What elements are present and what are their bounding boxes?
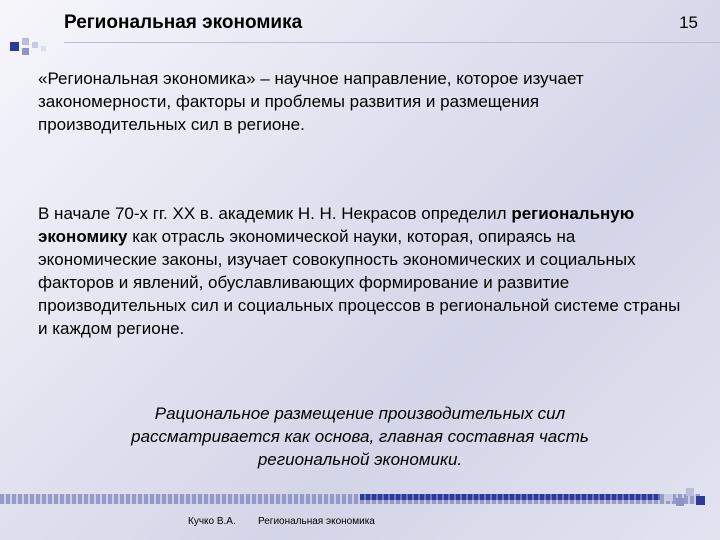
title-rule xyxy=(64,42,720,43)
paragraph-history-start: В начале 70-х гг. XX в. академик Н. Н. Некрасов определил xyxy=(38,204,512,223)
italic-conclusion xyxy=(60,402,660,471)
italic-line-3: региональной экономики. xyxy=(257,450,463,469)
paragraph-history xyxy=(38,202,688,340)
paragraph-history-end: как отрасль экономической науки, которая, опираясь на экономические законы, изучает совокупность экономических и социальных факторов и явлений, обуславливающих формирование и развитие производительных сил и социальных процессов в региональной системе страны и каждом регионе. xyxy=(38,227,681,338)
footer-title: Региональная экономика xyxy=(258,516,375,527)
bottom-decorative-squares-icon xyxy=(664,486,714,510)
paragraph-definition: «Региональная экономика» – научное направление, которое изучает закономерности, факторы и проблемы развития и размещения производительных сил в регионе. xyxy=(38,69,584,134)
footer-author: Кучко В.А. xyxy=(188,516,236,527)
decorative-squares-icon xyxy=(8,36,64,60)
slide-number: 15 xyxy=(679,13,698,32)
italic-line-2: рассматривается как основа, главная составная часть xyxy=(131,427,589,446)
slide-title: Региональная экономика xyxy=(64,12,303,33)
bottom-decor-bar-dark xyxy=(360,494,660,500)
paragraph-history-bold: региональную экономику xyxy=(38,204,635,246)
italic-line-1: Рациональное размещение производительных сил xyxy=(154,404,566,423)
